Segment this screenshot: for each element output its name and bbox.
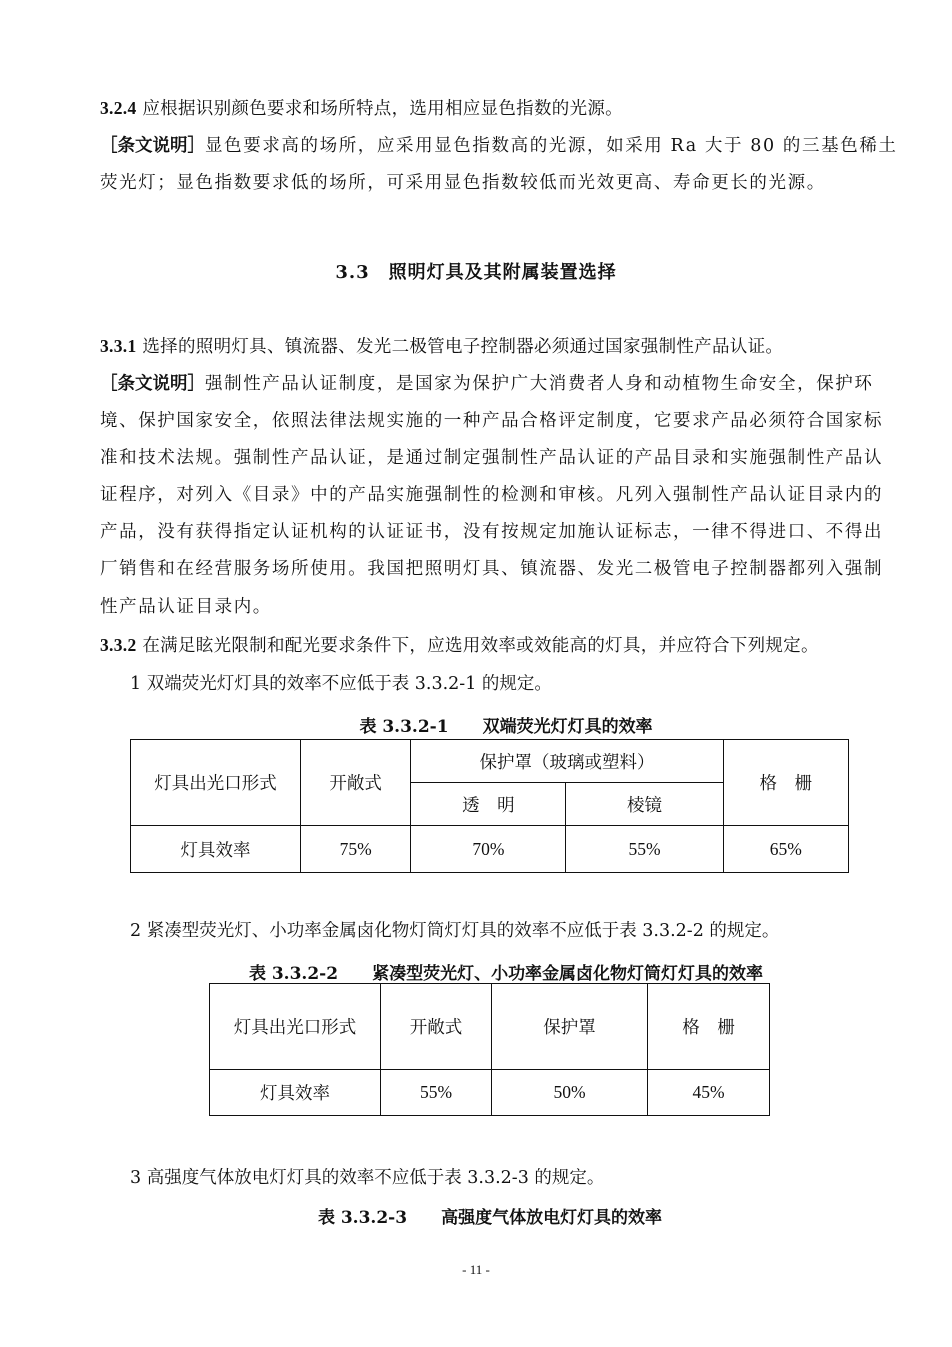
note-tag: ［条文说明］ <box>100 374 205 394</box>
header-prism: 棱镜 <box>566 783 723 826</box>
table-2-caption: 表 3.3.2-2 紧凑型荧光灯、小功率金属卤化物灯筒灯灯具的效率 <box>248 964 764 984</box>
list-item-3: 3 高强度气体放电灯灯具的效率不应低于表 3.3.2-3 的规定。 <box>130 1168 605 1188</box>
value-cell: 45% <box>648 1070 770 1116</box>
note-line: 显色要求高的场所，应采用显色指数高的光源，如采用 Ra 大于 80 的三基色稀土 <box>205 136 898 156</box>
list-item-2: 2 紧凑型荧光灯、小功率金属卤化物灯筒灯灯具的效率不应低于表 3.3.2-2 的规定。 <box>130 921 780 941</box>
note-line: 强制性产品认证制度，是国家为保护广大消费者人身和动植物生命安全，保护环 <box>205 374 874 394</box>
clause-number: 3.2.4 <box>100 98 137 118</box>
header-cover: 保护罩 <box>492 984 648 1070</box>
value-cell: 75% <box>300 826 410 873</box>
note-line: 厂销售和在经营服务场所使用。我国把照明灯具、镇流器、发光二极管电子控制器都列入强制 <box>100 559 884 579</box>
clause-number: 3.3.1 <box>100 336 137 356</box>
table-1 <box>130 739 849 873</box>
header-grille: 格 栅 <box>648 984 770 1070</box>
header-cover: 保护罩（玻璃或塑料） <box>411 740 723 783</box>
clause-number: 3.3.2 <box>100 635 137 655</box>
clause-3-3-1 <box>100 328 885 366</box>
section-title: 3.3 照明灯具及其附属装置选择 <box>335 262 617 283</box>
note-line: 境、保护国家安全，依照法律法规实施的一种产品合格评定制度，它要求产品必须符合国家标 <box>100 411 884 431</box>
header-form: 灯具出光口形式 <box>131 740 301 826</box>
clause-3-2-4 <box>100 90 885 128</box>
explanation-note-1-line2: 荧光灯；显色指数要求低的场所，可采用显色指数较低而光效更高、寿命更长的光源。 <box>100 173 826 193</box>
header-grille: 格 栅 <box>723 740 848 826</box>
clause-text: 选择的照明灯具、镇流器、发光二极管电子控制器必须通过国家强制性产品认证。 <box>142 337 784 357</box>
header-form: 灯具出光口形式 <box>210 984 381 1070</box>
value-cell: 55% <box>566 826 723 873</box>
value-cell: 65% <box>723 826 848 873</box>
clause-3-3-2 <box>100 627 885 665</box>
header-clear: 透 明 <box>411 783 566 826</box>
row-label: 灯具效率 <box>131 826 301 873</box>
value-cell: 55% <box>381 1070 492 1116</box>
row-label: 灯具效率 <box>210 1070 381 1116</box>
table-1-caption: 表 3.3.2-1 双端荧光灯灯具的效率 <box>359 717 653 737</box>
note-line: 准和技术法规。强制性产品认证，是通过制定强制性产品认证的产品目录和实施强制性产品认 <box>100 448 884 468</box>
note-line: 证程序，对列入《目录》中的产品实施强制性的检测和审核。凡列入强制性产品认证目录内的 <box>100 485 884 505</box>
header-open: 开敞式 <box>381 984 492 1070</box>
table-2 <box>209 983 770 1116</box>
note-tag: ［条文说明］ <box>100 136 205 156</box>
note-line: 产品，没有获得指定认证机构的认证证书，没有按规定加施认证标志，一律不得进口、不得出 <box>100 522 884 542</box>
explanation-note-1 <box>100 128 898 165</box>
value-cell: 50% <box>492 1070 648 1116</box>
header-open: 开敞式 <box>300 740 410 826</box>
clause-text: 应根据识别颜色要求和场所特点，选用相应显色指数的光源。 <box>142 99 623 119</box>
clause-text: 在满足眩光限制和配光要求条件下，应选用效率或效能高的灯具，并应符合下列规定。 <box>142 636 819 656</box>
table-3-caption: 表 3.3.2-3 高强度气体放电灯灯具的效率 <box>317 1208 663 1228</box>
note-line: 性产品认证目录内。 <box>100 597 272 617</box>
value-cell: 70% <box>411 826 566 873</box>
page-number: - 11 - <box>462 1262 490 1277</box>
explanation-note-2 <box>100 366 885 403</box>
list-item-1: 1 双端荧光灯灯具的效率不应低于表 3.3.2-1 的规定。 <box>130 674 552 694</box>
